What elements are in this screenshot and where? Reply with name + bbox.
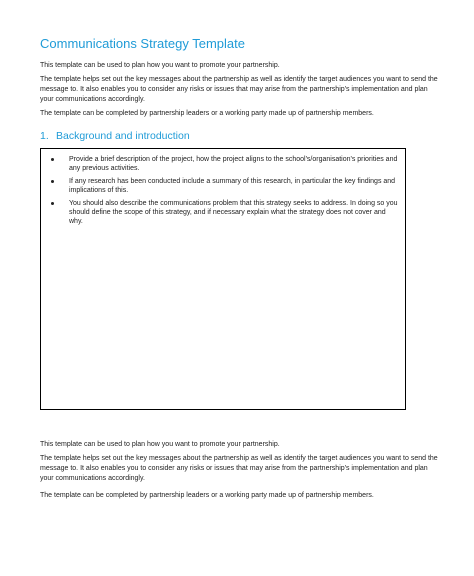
document-title: Communications Strategy Template: [40, 36, 245, 51]
bullet-text: If any research has been conducted include a summary of this research, in particular the key findings and implications of this.: [69, 177, 396, 195]
intro-paragraph-2: The template helps set out the key messages about the partnership as well as identify the target audiences you want to send the message to. It also enables you to consider any risks or issues that may arise from the partnership's implementation and plan your communications accordingly.: [40, 76, 438, 103]
bullet-item: [51, 199, 401, 227]
bullet-item: [51, 177, 401, 196]
bullet-list: [51, 155, 401, 230]
bullet-icon: [51, 158, 54, 161]
bullet-icon: [51, 202, 54, 205]
bullet-text: You should also describe the communications problem that this strategy seeks to address. In doing so you should define the scope of this strategy, and if necessary explain what the strategy does not cover and why.: [69, 199, 398, 226]
bullet-icon: [51, 180, 54, 183]
repeat-paragraph-3: The template can be completed by partnership leaders or a working party made up of partnership members.: [40, 492, 374, 499]
intro-paragraph-1: This template can be used to plan how you want to promote your partnership.: [40, 62, 280, 69]
repeat-paragraph-1: This template can be used to plan how you want to promote your partnership.: [40, 441, 280, 448]
repeat-paragraph-2: The template helps set out the key messages about the partnership as well as identify the target audiences you want to send the message to. It also enables you to consider any risks or issues that may arise from the partnership's implementation and plan your communications accordingly.: [40, 455, 438, 482]
section-heading: [40, 130, 190, 142]
intro-paragraph-3: The template can be completed by partnership leaders or a working party made up of partnership members.: [40, 110, 374, 117]
bullet-text: Provide a brief description of the project, how the project aligns to the school's/organisation's priorities and any previous activities.: [69, 156, 398, 173]
bullet-item: [51, 155, 401, 174]
background-box: [40, 148, 406, 410]
section-title: Background and introduction: [56, 130, 190, 142]
section-number: 1.: [40, 130, 49, 142]
